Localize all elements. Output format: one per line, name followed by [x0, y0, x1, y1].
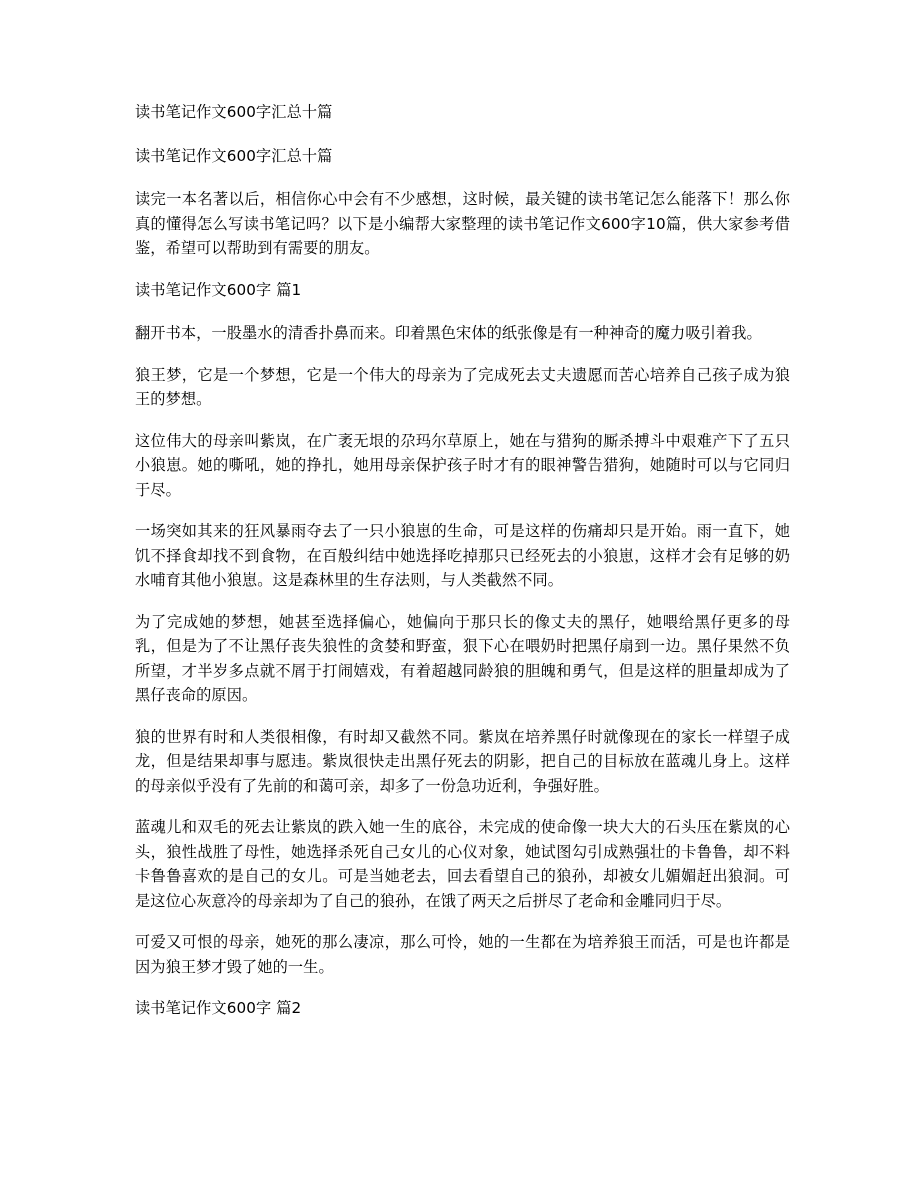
- document-title: 读书笔记作文600字汇总十篇: [135, 103, 333, 121]
- section-1-heading: 读书笔记作文600字 篇1: [135, 280, 302, 299]
- section-1-paragraph: 为了完成她的梦想，她甚至选择偏心，她偏向于那只长的像丈夫的黑仔，她喂给黑仔更多的母乳，但是为了不让黑仔丧失狼性的贪婪和野蛮，狠下心在喂奶时把黑仔扇到一边。黑仔果然不负所望，才半岁多点就不屑于打闹嬉戏，有着超越同龄狼的胆魄和勇气，但是这样的胆量却成为了黑仔丧命的原因。: [135, 612, 790, 704]
- section-1-paragraph: 翻开书本，一股墨水的清香扑鼻而来。印着黑色宋体的纸张像是有一种神奇的魔力吸引着我。: [135, 324, 762, 342]
- intro-paragraph: 读完一本名著以后，相信你心中会有不少感想，这时候，最关键的读书笔记怎么能落下！那么你真的懂得怎么写读书笔记吗？以下是小编帮大家整理的读书笔记作文600字10篇，供大家参考借鉴，希望可以帮助到有需要的朋友。: [135, 190, 790, 257]
- section-1-paragraph: 蓝魂儿和双毛的死去让紫岚的跌入她一生的底谷，未完成的使命像一块大大的石头压在紫岚的心头，狼性战胜了母性，她选择杀死自己女儿的心仪对象，她试图勾引成熟强壮的卡鲁鲁，却不料卡鲁鲁喜欢的是自己的女儿。可是当她老去，回去看望自己的狼孙，却被女儿媚媚赶出狼洞。可是这位心灰意冷的母亲却为了自己的狼孙，在饿了两天之后拼尽了老命和金雕同归于尽。: [135, 818, 790, 910]
- section-1-paragraph: 一场突如其来的狂风暴雨夺去了一只小狼崽的生命，可是这样的伤痛却只是开始。雨一直下，她饥不择食却找不到食物，在百般纠结中她选择吃掉那只已经死去的小狼崽，这样才会有足够的奶水哺育其他小狼崽。这是森林里的生存法则，与人类截然不同。: [135, 522, 790, 589]
- section-1-paragraph: 狼王梦，它是一个梦想，它是一个伟大的母亲为了完成死去丈夫遗愿而苦心培养自己孩子成为狼王的梦想。: [135, 365, 790, 408]
- section-1-paragraph: 可爱又可恨的母亲，她死的那么凄凉，那么可怜，她的一生都在为培养狼王而活，可是也许都是因为狼王梦才毁了她的一生。: [135, 933, 790, 976]
- document-subtitle: 读书笔记作文600字汇总十篇: [135, 146, 333, 165]
- section-1-paragraph: 狼的世界有时和人类很相像，有时却又截然不同。紫岚在培养黑仔时就像现在的家长一样望子成龙，但是结果却事与愿违。紫岚很快走出黑仔死去的阴影，把自己的目标放在蓝魂儿身上。这样的母亲似乎没有了先前的和蔼可亲，却多了一份急功近利，争强好胜。: [135, 727, 790, 795]
- section-2-heading: 读书笔记作文600字 篇2: [135, 999, 302, 1017]
- section-1-paragraph: 这位伟大的母亲叫紫岚，在广袤无垠的尕玛尔草原上，她在与猎狗的厮杀搏斗中艰难产下了五只小狼崽。她的嘶吼，她的挣扎，她用母亲保护孩子时才有的眼神警告猎狗，她随时可以与它同归于尽。: [135, 431, 790, 499]
- document-page: [135, 100, 790, 1040]
